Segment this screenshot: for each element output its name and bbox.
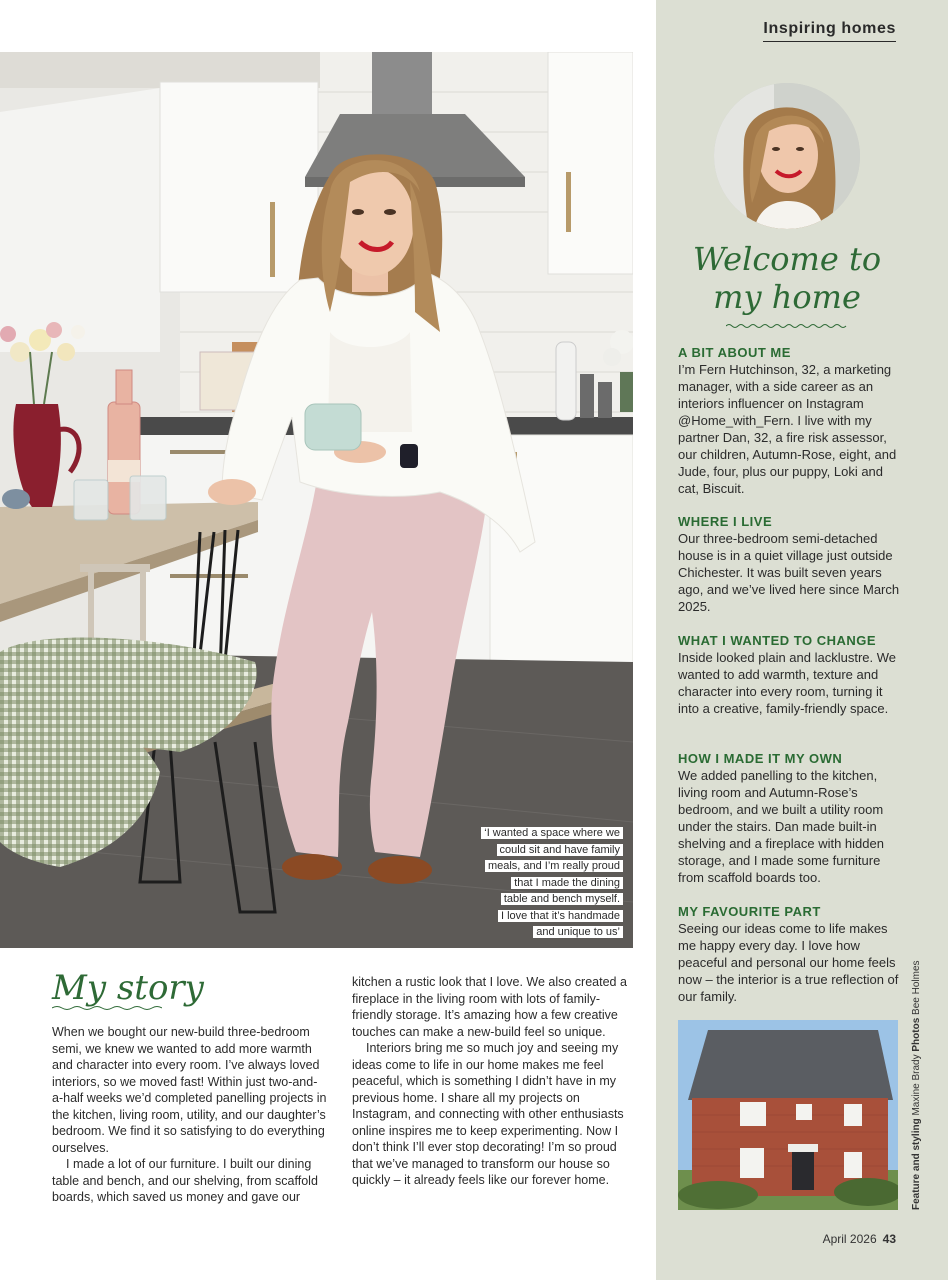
owner-portrait [714, 83, 860, 229]
house-image [678, 1020, 898, 1210]
issue-date: April 2026 [822, 1232, 877, 1246]
kitchen-scene-image [0, 52, 633, 948]
story-paragraph: Interiors bring me so much joy and seeing my ideas come to life in our home makes me feel peaceful, which is something I didn’t have in my previous home. I share all my projects on Instagram, and connecting with other enthusiasts online inspires me to keep experimenting. Now I don’t think I’ll ever stop decorating! I’m so proud that we’ve managed to transform our house so quickly – it already feels like our forever home. [352, 1041, 624, 1187]
story-paragraph: When we bought our new-build three-bedroom semi, we knew we wanted to add more warmth and character into every room. I’ve always loved interiors, so we moved fast! Within just two-and-a-half weeks we’d completed panelling projects in the kitchen, living room, utility, and our daughter’s bedroom. We find it so satisfying to do everything ourselves. [52, 1025, 327, 1155]
welcome-underline [726, 322, 848, 330]
about-me-heading: A BIT ABOUT ME [678, 345, 791, 360]
quote-line: I love that it’s handmade [498, 910, 623, 922]
house-exterior-photo [678, 1020, 898, 1210]
welcome-title: Welcome to my home [692, 240, 882, 316]
about-me-text: I’m Fern Hutchinson, 32, a marketing manager, with a side career as an interiors influencer on Instagram @Home_with_Fern. I live with my partner Dan, 32, a fire risk assessor, our children, Autumn-Rose, eight, and Jude, four, plus our puppy, Loki and cat, Biscuit. [678, 362, 897, 496]
page-folio [823, 1232, 896, 1246]
kitchen-photo [0, 52, 633, 948]
portrait-image [714, 83, 860, 229]
where-i-live-heading: WHERE I LIVE [678, 514, 773, 529]
quote-line: ‘I wanted a space where we [481, 827, 623, 839]
photos-credit-label: Photos [911, 1017, 922, 1052]
what-i-wanted-heading: WHAT I WANTED TO CHANGE [678, 633, 877, 648]
story-column-2 [352, 974, 628, 1189]
story-column-1 [52, 1024, 328, 1206]
how-i-made-block [678, 751, 900, 886]
story-title: My story [52, 968, 204, 1008]
story-paragraph: kitchen a rustic look that I love. We also created a fireplace in the living room with lots of family-friendly storage. It’s amazing how a few creative touches can make a new-build feel so unique. [352, 975, 627, 1039]
favourite-part-text: Seeing our ideas come to life makes me happy every day. I love how peaceful and personal our home feels now – the interior is a true reflection of our family. [678, 921, 899, 1004]
what-i-wanted-text: Inside looked plain and lacklustre. We wanted to add warmth, texture and character into every room, turning it into a creative, family-friendly space. [678, 650, 896, 716]
quote-line: table and bench myself. [501, 893, 623, 905]
how-i-made-heading: HOW I MADE IT MY OWN [678, 751, 843, 766]
where-i-live-text: Our three-bedroom semi-detached house is in a quiet village just outside Chichester. It was built seven years ago, and we’ve lived here since March 2025. [678, 531, 900, 614]
quote-line: and unique to us’ [533, 926, 623, 938]
photos-credit-name: Bee Holmes [911, 960, 922, 1015]
how-i-made-text: We added panelling to the kitchen, living room and Autumn-Rose’s bedroom, and we built a utility room under the stairs. Dan made built-in shelving and a fireplace with hidden storage, and I made some furniture from scaffold boards too. [678, 768, 884, 885]
photo-caption-quote [473, 825, 623, 941]
about-me-block [678, 345, 900, 497]
feature-credit-label: Feature and styling [911, 1118, 922, 1210]
what-i-wanted-block [678, 633, 900, 717]
photo-credits [911, 960, 922, 1210]
quote-line: that I made the dining [511, 877, 623, 889]
feature-credit-name: Maxine Brady [911, 1054, 922, 1116]
favourite-part-block [678, 904, 900, 1005]
story-paragraph: I made a lot of our furniture. I built our dining table and bench, and our shelving, from scaffold boards, which saved us money and gave our [52, 1157, 318, 1204]
favourite-part-heading: MY FAVOURITE PART [678, 904, 821, 919]
page-number: 43 [882, 1232, 896, 1246]
quote-line: could sit and have family [497, 844, 623, 856]
story-title-underline [52, 1005, 162, 1011]
section-tag: Inspiring homes [763, 20, 896, 42]
quote-line: meals, and I’m really proud [485, 860, 623, 872]
where-i-live-block [678, 514, 900, 615]
